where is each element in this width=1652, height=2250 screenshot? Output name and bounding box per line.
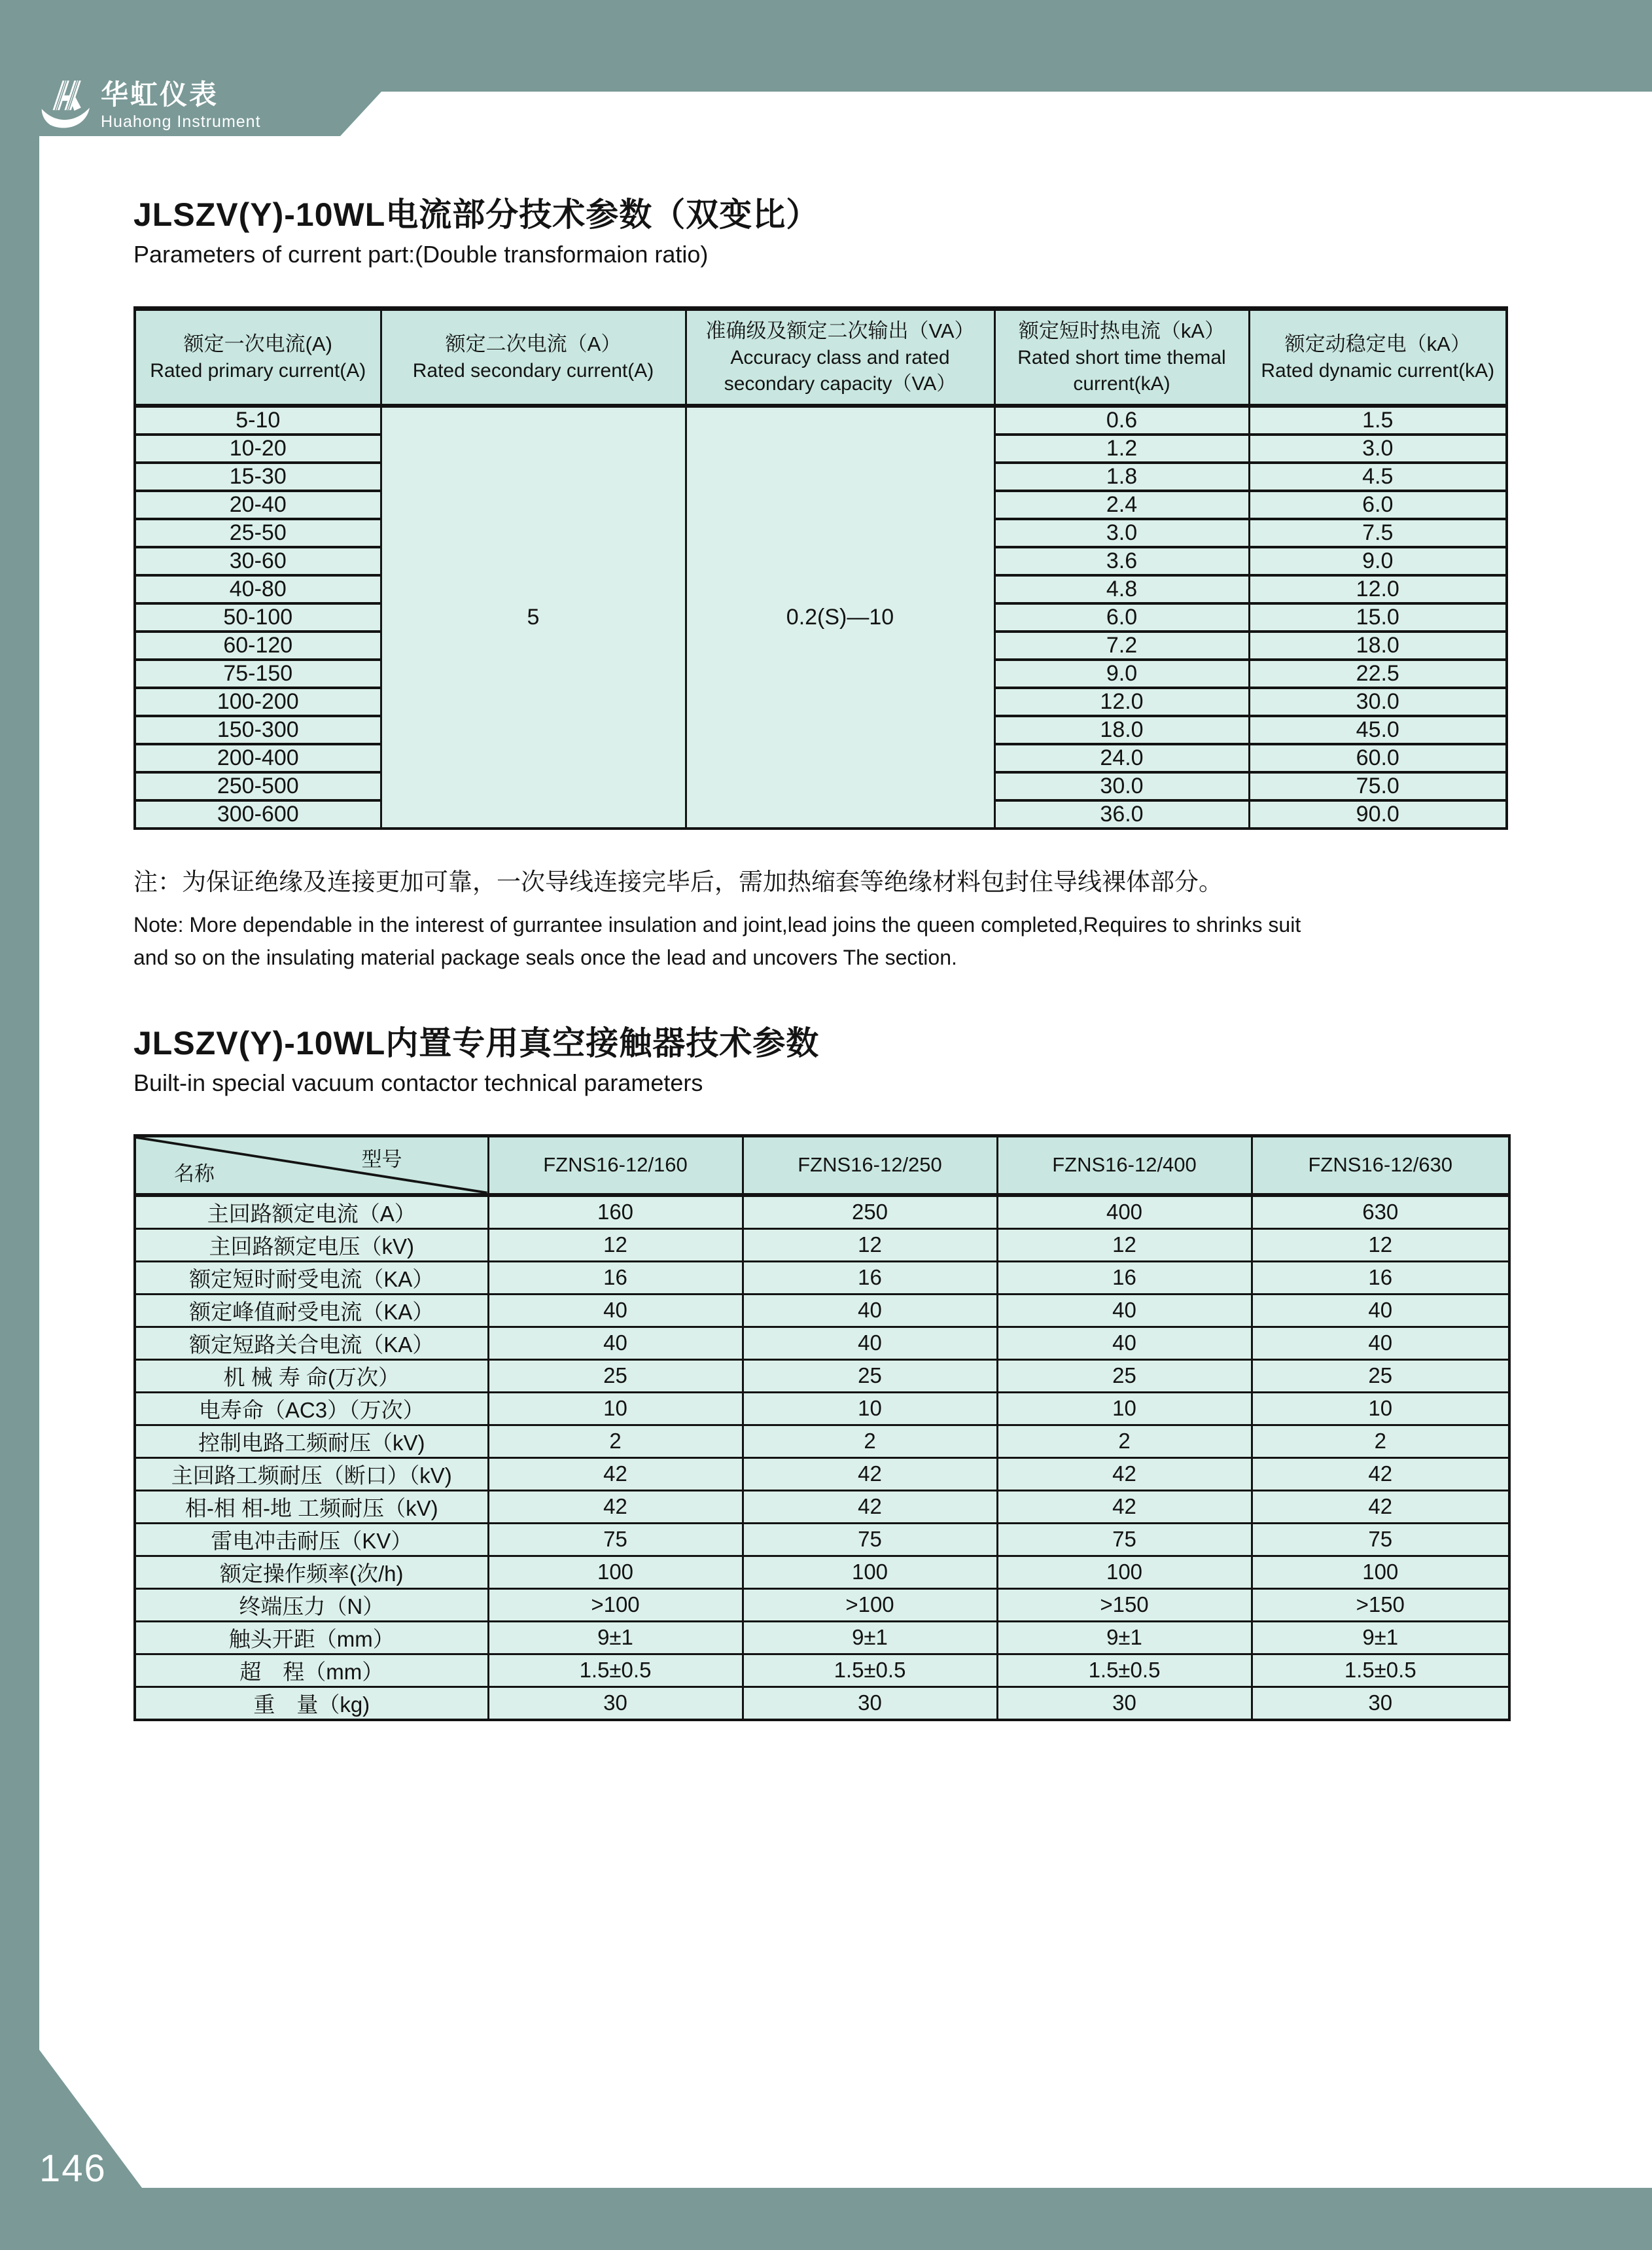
dynamic-current-cell: 60.0 xyxy=(1249,744,1507,772)
header-secondary-current xyxy=(381,309,686,406)
table-row xyxy=(135,1195,1509,1229)
table-header-row xyxy=(135,1136,1509,1195)
table-row xyxy=(135,1327,1509,1359)
parameter-label-cell: 雷电冲击耐压（KV） xyxy=(135,1523,488,1556)
table-row xyxy=(135,1457,1509,1490)
parameter-value-cell-3: 42 xyxy=(997,1490,1252,1523)
parameter-value-cell-4: 12 xyxy=(1252,1228,1509,1261)
parameter-value-cell-2: 250 xyxy=(743,1195,997,1229)
thermal-current-cell: 3.6 xyxy=(994,547,1249,575)
primary-current-cell: 60-120 xyxy=(135,632,381,660)
header-corner-cell xyxy=(135,1136,488,1195)
parameter-label-cell: 主回路额定电流（A） xyxy=(135,1195,488,1229)
parameter-value-cell-1: 40 xyxy=(488,1294,743,1327)
parameter-value-cell-2: 9±1 xyxy=(743,1621,997,1654)
primary-current-cell: 25-50 xyxy=(135,519,381,547)
logo-text xyxy=(101,80,261,131)
thermal-current-cell: 18.0 xyxy=(994,716,1249,744)
parameter-value-cell-3: 30 xyxy=(997,1687,1252,1720)
parameter-value-cell-3: 9±1 xyxy=(997,1621,1252,1654)
header-model-4: FZNS16-12/630 xyxy=(1252,1136,1509,1195)
parameter-value-cell-1: 25 xyxy=(488,1359,743,1392)
parameter-label-cell: 主回路工频耐压（断口）（kV) xyxy=(135,1457,488,1490)
table-row xyxy=(135,1523,1509,1556)
parameter-value-cell-1: 16 xyxy=(488,1261,743,1294)
parameter-label-cell: 电寿命（AC3）（万次） xyxy=(135,1392,488,1425)
parameter-value-cell-3: 42 xyxy=(997,1457,1252,1490)
dynamic-current-cell: 45.0 xyxy=(1249,716,1507,744)
parameter-value-cell-3: >150 xyxy=(997,1588,1252,1621)
dynamic-current-cell: 90.0 xyxy=(1249,800,1507,829)
table-row xyxy=(135,1687,1509,1720)
primary-current-cell: 10-20 xyxy=(135,435,381,463)
header-thermal-current xyxy=(994,309,1249,406)
parameter-value-cell-4: 9±1 xyxy=(1252,1621,1509,1654)
parameter-label-cell: 重 量（kg) xyxy=(135,1687,488,1720)
primary-current-cell: 50-100 xyxy=(135,603,381,632)
thermal-current-cell: 7.2 xyxy=(994,632,1249,660)
section2-title xyxy=(133,1025,819,1097)
table-row xyxy=(135,1294,1509,1327)
note-block xyxy=(133,865,1435,974)
parameter-value-cell-4: 40 xyxy=(1252,1327,1509,1359)
parameter-value-cell-1: 40 xyxy=(488,1327,743,1359)
header-model-1: FZNS16-12/160 xyxy=(488,1136,743,1195)
current-table-body xyxy=(135,406,1507,829)
dynamic-current-cell: 6.0 xyxy=(1249,491,1507,519)
parameter-value-cell-1: 75 xyxy=(488,1523,743,1556)
section2-title-en: Built-in special vacuum contactor technical parameters xyxy=(133,1069,703,1096)
logo-name-en: Huahong Instrument xyxy=(101,113,261,131)
parameter-label-cell: 超 程（mm） xyxy=(135,1654,488,1687)
thermal-current-cell: 6.0 xyxy=(994,603,1249,632)
parameter-value-cell-1: 10 xyxy=(488,1392,743,1425)
parameter-value-cell-1: 30 xyxy=(488,1687,743,1720)
header-en: Rated dynamic current(kA) xyxy=(1261,359,1495,382)
dynamic-current-cell: 18.0 xyxy=(1249,632,1507,660)
dynamic-current-cell: 7.5 xyxy=(1249,519,1507,547)
parameter-value-cell-1: 160 xyxy=(488,1195,743,1229)
parameter-label-cell: 触头开距（mm） xyxy=(135,1621,488,1654)
logo-name-cn: 华虹仪表 xyxy=(101,79,219,110)
parameter-value-cell-2: 10 xyxy=(743,1392,997,1425)
current-parameters-table xyxy=(133,306,1508,830)
parameter-value-cell-2: 12 xyxy=(743,1228,997,1261)
table-row xyxy=(135,1490,1509,1523)
parameter-value-cell-4: 630 xyxy=(1252,1195,1509,1229)
table-row xyxy=(135,1228,1509,1261)
primary-current-cell: 300-600 xyxy=(135,800,381,829)
header-model-2: FZNS16-12/250 xyxy=(743,1136,997,1195)
thermal-current-cell: 30.0 xyxy=(994,772,1249,800)
section1-title-en: Parameters of current part:(Double transformaion ratio) xyxy=(133,241,709,268)
dynamic-current-cell: 9.0 xyxy=(1249,547,1507,575)
table-row xyxy=(135,1621,1509,1654)
secondary-current-merged-cell: 5 xyxy=(381,406,686,829)
parameter-value-cell-1: 1.5±0.5 xyxy=(488,1654,743,1687)
page-number: 146 xyxy=(39,2147,107,2190)
vacuum-contactor-table xyxy=(133,1134,1511,1721)
parameter-label-cell: 相-相 相-地 工频耐压（kV) xyxy=(135,1490,488,1523)
parameter-value-cell-4: 100 xyxy=(1252,1556,1509,1588)
primary-current-cell: 150-300 xyxy=(135,716,381,744)
primary-current-cell: 250-500 xyxy=(135,772,381,800)
dynamic-current-cell: 4.5 xyxy=(1249,463,1507,491)
table-row xyxy=(135,1654,1509,1687)
section1-title xyxy=(133,196,819,268)
dynamic-current-cell: 30.0 xyxy=(1249,688,1507,716)
header-cn: 额定动稳定电（kA） xyxy=(1284,332,1471,355)
parameter-value-cell-4: 2 xyxy=(1252,1425,1509,1457)
parameter-value-cell-1: 12 xyxy=(488,1228,743,1261)
header-accuracy-class xyxy=(686,309,994,406)
primary-current-cell: 75-150 xyxy=(135,660,381,688)
parameter-value-cell-1: 100 xyxy=(488,1556,743,1588)
header-en: Rated primary current(A) xyxy=(150,359,366,382)
primary-current-cell: 100-200 xyxy=(135,688,381,716)
parameter-value-cell-2: 16 xyxy=(743,1261,997,1294)
thermal-current-cell: 12.0 xyxy=(994,688,1249,716)
dynamic-current-cell: 3.0 xyxy=(1249,435,1507,463)
parameter-value-cell-2: 100 xyxy=(743,1556,997,1588)
accuracy-merged-cell: 0.2(S)—10 xyxy=(686,406,994,829)
parameter-value-cell-4: 40 xyxy=(1252,1294,1509,1327)
section2-title-cn: JLSZV(Y)-10WL内置专用真空接触器技术参数 xyxy=(133,1025,820,1062)
header-cn: 准确级及额定二次输出（VA） xyxy=(705,319,975,342)
primary-current-cell: 40-80 xyxy=(135,575,381,603)
header-cn: 额定一次电流(A) xyxy=(183,332,332,355)
dynamic-current-cell: 75.0 xyxy=(1249,772,1507,800)
parameter-value-cell-4: 42 xyxy=(1252,1457,1509,1490)
parameter-value-cell-2: 2 xyxy=(743,1425,997,1457)
parameter-value-cell-4: 75 xyxy=(1252,1523,1509,1556)
thermal-current-cell: 0.6 xyxy=(994,406,1249,435)
parameter-value-cell-2: 42 xyxy=(743,1490,997,1523)
parameter-value-cell-2: 42 xyxy=(743,1457,997,1490)
parameter-label-cell: 额定短路关合电流（KA） xyxy=(135,1327,488,1359)
parameter-value-cell-2: 75 xyxy=(743,1523,997,1556)
dynamic-current-cell: 1.5 xyxy=(1249,406,1507,435)
parameter-label-cell: 控制电路工频耐压（kV) xyxy=(135,1425,488,1457)
thermal-current-cell: 36.0 xyxy=(994,800,1249,829)
header-cn: 额定二次电流（A） xyxy=(445,332,622,355)
table-row xyxy=(135,1261,1509,1294)
parameter-value-cell-4: >150 xyxy=(1252,1588,1509,1621)
primary-current-cell: 5-10 xyxy=(135,406,381,435)
header-model-3: FZNS16-12/400 xyxy=(997,1136,1252,1195)
parameter-value-cell-3: 16 xyxy=(997,1261,1252,1294)
contactor-table-body xyxy=(135,1195,1509,1720)
table-header-row xyxy=(135,309,1507,406)
parameter-value-cell-1: 42 xyxy=(488,1490,743,1523)
parameter-value-cell-1: >100 xyxy=(488,1588,743,1621)
note-en-line2: and so on the insulating material package seals once the lead and uncovers The section. xyxy=(133,946,957,969)
parameter-label-cell: 机 械 寿 命(万次） xyxy=(135,1359,488,1392)
parameter-value-cell-2: >100 xyxy=(743,1588,997,1621)
thermal-current-cell: 9.0 xyxy=(994,660,1249,688)
header-cn: 额定短时热电流（kA） xyxy=(1018,319,1225,342)
parameter-value-cell-3: 40 xyxy=(997,1327,1252,1359)
parameter-value-cell-2: 40 xyxy=(743,1294,997,1327)
header-en: Rated secondary current(A) xyxy=(412,359,654,382)
parameter-value-cell-1: 2 xyxy=(488,1425,743,1457)
parameter-value-cell-4: 16 xyxy=(1252,1261,1509,1294)
note-en-line1: Note: More dependable in the interest of gurrantee insulation and joint,lead joins the queen completed,Requires to shrinks suit xyxy=(133,913,1301,937)
header-dynamic-current xyxy=(1249,309,1507,406)
thermal-current-cell: 4.8 xyxy=(994,575,1249,603)
parameter-value-cell-3: 2 xyxy=(997,1425,1252,1457)
note-cn: 注：为保证绝缘及连接更加可靠，一次导线连接完毕后，需加热缩套等绝缘材料包封住导线裸体部分。 xyxy=(133,868,1223,895)
header-primary-current xyxy=(135,309,381,406)
thermal-current-cell: 1.8 xyxy=(994,463,1249,491)
parameter-label-cell: 主回路额定电压（kV) xyxy=(135,1228,488,1261)
parameter-value-cell-2: 30 xyxy=(743,1687,997,1720)
dynamic-current-cell: 12.0 xyxy=(1249,575,1507,603)
thermal-current-cell: 3.0 xyxy=(994,519,1249,547)
parameter-label-cell: 额定操作频率(次/h) xyxy=(135,1556,488,1588)
dynamic-current-cell: 22.5 xyxy=(1249,660,1507,688)
parameter-value-cell-3: 40 xyxy=(997,1294,1252,1327)
parameter-value-cell-4: 42 xyxy=(1252,1490,1509,1523)
parameter-value-cell-4: 30 xyxy=(1252,1687,1509,1720)
parameter-value-cell-3: 25 xyxy=(997,1359,1252,1392)
parameter-value-cell-4: 25 xyxy=(1252,1359,1509,1392)
parameter-value-cell-1: 9±1 xyxy=(488,1621,743,1654)
header-en: Accuracy class and rated secondary capacity（VA） xyxy=(724,346,957,395)
parameter-label-cell: 终端压力（N） xyxy=(135,1588,488,1621)
parameter-value-cell-1: 42 xyxy=(488,1457,743,1490)
header-en: Rated short time themal current(kA) xyxy=(1017,346,1226,395)
table-row xyxy=(135,1425,1509,1457)
corner-label-name: 名称 xyxy=(174,1162,215,1185)
table-row xyxy=(135,406,1507,435)
primary-current-cell: 15-30 xyxy=(135,463,381,491)
primary-current-cell: 20-40 xyxy=(135,491,381,519)
table-row xyxy=(135,1359,1509,1392)
parameter-value-cell-3: 100 xyxy=(997,1556,1252,1588)
parameter-value-cell-4: 1.5±0.5 xyxy=(1252,1654,1509,1687)
table-row xyxy=(135,1556,1509,1588)
parameter-value-cell-3: 10 xyxy=(997,1392,1252,1425)
primary-current-cell: 30-60 xyxy=(135,547,381,575)
table-row xyxy=(135,1392,1509,1425)
corner-label-model: 型号 xyxy=(361,1148,402,1171)
parameter-value-cell-3: 75 xyxy=(997,1523,1252,1556)
huahong-logo-icon xyxy=(38,72,99,134)
section1-title-cn: JLSZV(Y)-10WL电流部分技术参数（双变比） xyxy=(133,196,820,233)
primary-current-cell: 200-400 xyxy=(135,744,381,772)
parameter-value-cell-2: 1.5±0.5 xyxy=(743,1654,997,1687)
thermal-current-cell: 24.0 xyxy=(994,744,1249,772)
parameter-value-cell-2: 25 xyxy=(743,1359,997,1392)
dynamic-current-cell: 15.0 xyxy=(1249,603,1507,632)
parameter-value-cell-3: 12 xyxy=(997,1228,1252,1261)
thermal-current-cell: 1.2 xyxy=(994,435,1249,463)
parameter-label-cell: 额定峰值耐受电流（KA） xyxy=(135,1294,488,1327)
parameter-value-cell-4: 10 xyxy=(1252,1392,1509,1425)
table-row xyxy=(135,1588,1509,1621)
parameter-label-cell: 额定短时耐受电流（KA） xyxy=(135,1261,488,1294)
parameter-value-cell-3: 1.5±0.5 xyxy=(997,1654,1252,1687)
parameter-value-cell-3: 400 xyxy=(997,1195,1252,1229)
thermal-current-cell: 2.4 xyxy=(994,491,1249,519)
parameter-value-cell-2: 40 xyxy=(743,1327,997,1359)
